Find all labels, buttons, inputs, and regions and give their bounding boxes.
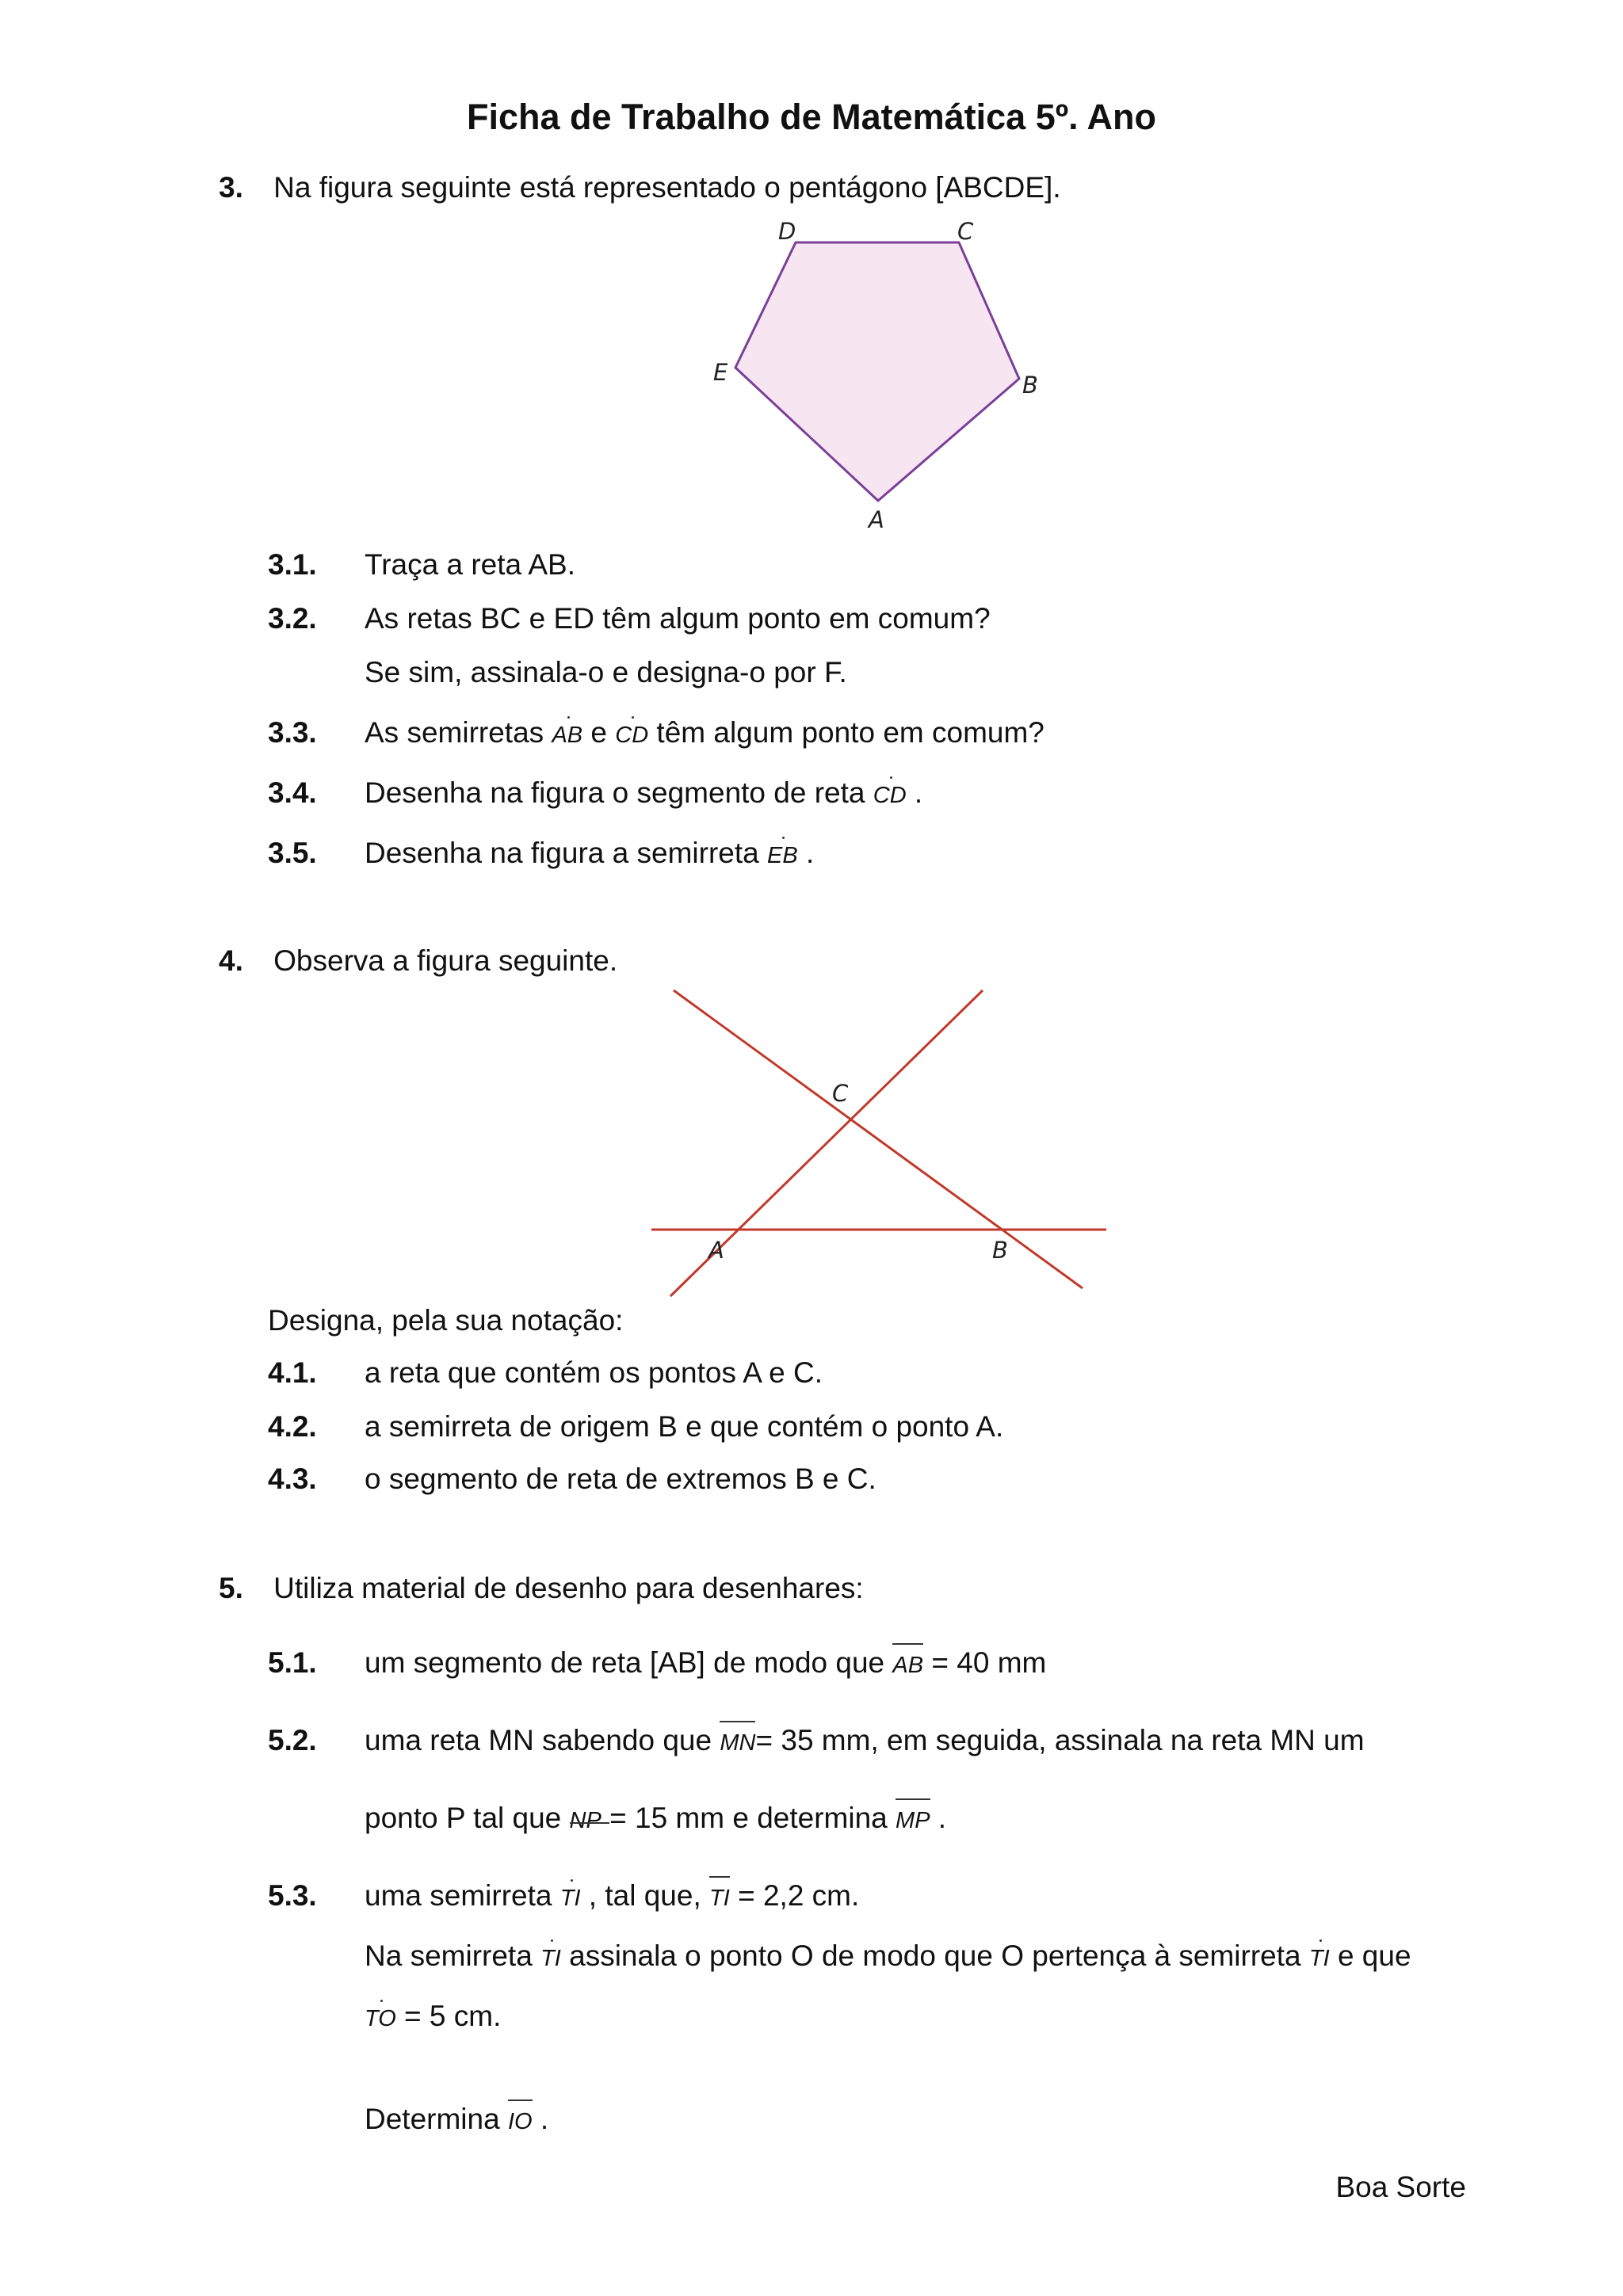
item-number: 3.4. bbox=[268, 776, 317, 809]
ray-notation-ab: AB bbox=[552, 723, 583, 748]
ray-notation-cd: CD bbox=[615, 723, 649, 748]
label-c: C bbox=[957, 218, 974, 245]
text-part: As semirretas bbox=[365, 716, 552, 749]
label-c: C bbox=[832, 1080, 849, 1107]
item-text: o segmento de reta de extremos B e C. bbox=[365, 1463, 876, 1495]
text-part: e que bbox=[1329, 1939, 1411, 1972]
item-3-2-line2: Se sim, assinala-o e designa-o por F. bbox=[365, 656, 847, 688]
text-part: . bbox=[930, 1802, 947, 1834]
item-text: a reta que contém os pontos A e C. bbox=[365, 1356, 823, 1389]
item-text bbox=[365, 1648, 1046, 1677]
item-4-3 bbox=[268, 1463, 876, 1495]
text-part: , tal que, bbox=[580, 1879, 710, 1912]
text-part: . bbox=[532, 2103, 549, 2135]
length-notation-ti: TI bbox=[709, 1886, 730, 1911]
question-number: 5. bbox=[219, 1572, 243, 1604]
question-number: 3. bbox=[219, 171, 243, 204]
item-text: a semirreta de origem B e que contém o ponto A. bbox=[365, 1410, 1004, 1443]
text-part: uma reta MN sabendo que bbox=[365, 1724, 720, 1756]
label-b: B bbox=[992, 1237, 1008, 1264]
ray-notation-ti: TI bbox=[540, 1946, 561, 1971]
item-number: 3.3. bbox=[268, 716, 317, 749]
ray-notation-ti: TI bbox=[559, 1886, 581, 1911]
item-number: 5.1. bbox=[268, 1646, 317, 1679]
label-d: D bbox=[778, 218, 796, 245]
text-part: Desenha na figura o segmento de reta bbox=[365, 776, 873, 809]
question-text: Utiliza material de desenho para desenhares: bbox=[273, 1572, 864, 1604]
length-notation-mp: MP bbox=[896, 1808, 930, 1833]
item-number: 3.1. bbox=[268, 548, 317, 581]
text-part: = 15 mm e determina bbox=[601, 1802, 896, 1834]
item-5-3 bbox=[268, 1879, 860, 1912]
item-number: 4.1. bbox=[268, 1356, 317, 1389]
segment-notation-cd: CD bbox=[873, 783, 907, 808]
label-e: E bbox=[713, 359, 728, 386]
text-part: = 2,2 cm. bbox=[729, 1879, 860, 1912]
item-number: 5.2. bbox=[268, 1724, 317, 1756]
text-part: Na semirreta bbox=[365, 1939, 541, 1972]
text-part: . bbox=[906, 776, 923, 809]
item-text: As retas BC e ED têm algum ponto em comum? bbox=[365, 602, 991, 635]
ray-notation-to: TO bbox=[365, 2006, 396, 2031]
text-part: têm algum ponto em comum? bbox=[648, 716, 1044, 749]
text-part: . bbox=[797, 837, 815, 869]
text-part: um segmento de reta [AB] de modo que bbox=[365, 1646, 893, 1679]
item-4-2 bbox=[268, 1410, 1004, 1443]
designa-text: Designa, pela sua notação: bbox=[268, 1304, 624, 1337]
item-5-1 bbox=[268, 1646, 1047, 1679]
footer-text: Boa Sorte bbox=[1335, 2171, 1466, 2203]
text-part: = 5 cm. bbox=[395, 2000, 502, 2032]
item-number: 4.2. bbox=[268, 1410, 317, 1443]
item-4-1 bbox=[268, 1356, 823, 1389]
length-notation-mn: MN bbox=[720, 1730, 756, 1756]
text-part: e bbox=[582, 716, 616, 749]
item-text: Traça a reta AB. bbox=[365, 548, 575, 581]
item-text bbox=[365, 1881, 859, 1910]
length-notation-np: NP bbox=[569, 1808, 601, 1833]
line-cb bbox=[674, 990, 1083, 1288]
ray-notation-ti: TI bbox=[1308, 1946, 1330, 1971]
text-part: ponto P tal que bbox=[365, 1802, 570, 1834]
text-part: = 35 mm, em seguida, assinala na reta MN um bbox=[755, 1724, 1365, 1756]
label-b: B bbox=[1022, 372, 1038, 399]
item-5-3-line3 bbox=[365, 2001, 501, 2031]
ray-notation-eb: EB bbox=[767, 843, 798, 868]
item-number: 3.5. bbox=[268, 837, 317, 869]
item-number: 3.2. bbox=[268, 602, 317, 635]
question-text: Observa a figura seguinte. bbox=[273, 944, 618, 977]
text-part: Determina bbox=[365, 2103, 508, 2135]
item-5-3-line2 bbox=[365, 1941, 1411, 1970]
page-title: Ficha de Trabalho de Matemática 5º. Ano bbox=[467, 97, 1156, 137]
item-5-2 bbox=[268, 1724, 1365, 1756]
text-part: uma semirreta bbox=[365, 1879, 560, 1912]
item-number: 4.3. bbox=[268, 1463, 317, 1495]
item-text bbox=[365, 1726, 1365, 1755]
question-text: Na figura seguinte está representado o pentágono [ABCDE]. bbox=[273, 171, 1061, 204]
text-part: assinala o ponto O de modo que O pertença à semirreta bbox=[560, 1939, 1309, 1972]
label-a: A bbox=[708, 1237, 724, 1264]
question-number: 4. bbox=[219, 944, 243, 977]
item-5-2-line2 bbox=[365, 1803, 946, 1833]
label-a: A bbox=[869, 506, 884, 533]
question-5 bbox=[219, 1573, 864, 1603]
text-part: Desenha na figura a semirreta bbox=[365, 837, 767, 869]
length-notation-io: IO bbox=[507, 2109, 533, 2134]
text-part: = 40 mm bbox=[923, 1646, 1047, 1679]
item-number: 5.3. bbox=[268, 1879, 317, 1912]
length-notation-ab: AB bbox=[892, 1653, 924, 1678]
item-5-3-line4 bbox=[365, 2104, 548, 2134]
